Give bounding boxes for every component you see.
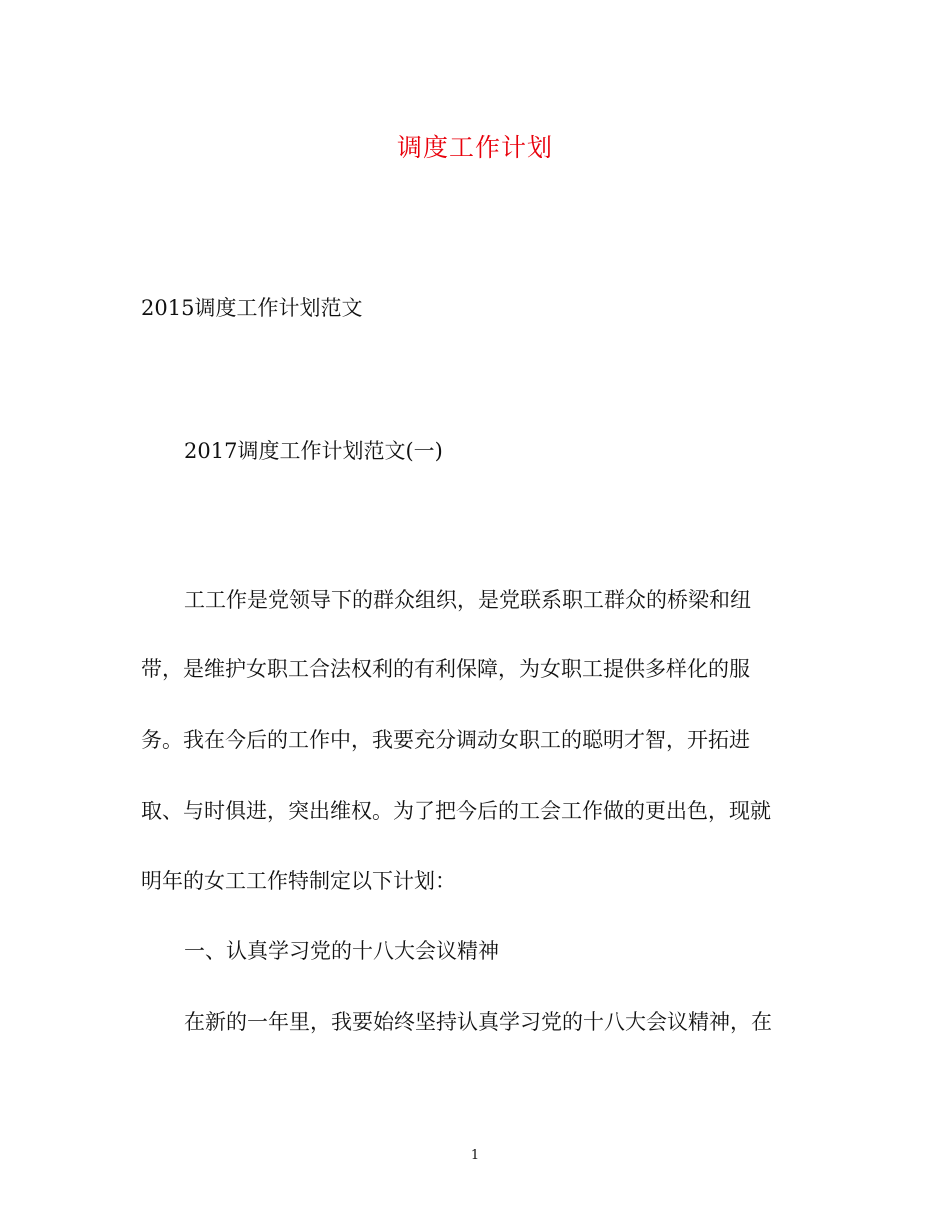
paragraph-1-line-1: 工工作是党领导下的群众组织，是党联系职工群众的桥梁和纽 — [184, 588, 751, 612]
heading-2017: 2017调度工作计划范文(一) — [184, 439, 443, 463]
heading-2015: 2015调度工作计划范文 — [141, 296, 363, 320]
paragraph-2-line-1: 在新的一年里，我要始终坚持认真学习党的十八大会议精神，在 — [184, 1010, 772, 1034]
page-number: 1 — [470, 1148, 480, 1163]
paragraph-1-line-4: 取、与时俱进，突出维权。为了把今后的工会工作做的更出色，现就 — [141, 799, 771, 823]
paragraph-1-line-2: 带，是维护女职工合法权利的有利保障，为女职工提供多样化的服 — [141, 657, 750, 681]
section-1-heading: 一、认真学习党的十八大会议精神 — [184, 939, 499, 963]
document-title: 调度工作计划 — [396, 133, 553, 162]
paragraph-1-line-3: 务。我在今后的工作中，我要充分调动女职工的聪明才智，开拓进 — [141, 728, 750, 752]
paragraph-1-line-5: 明年的女工工作特制定以下计划： — [141, 869, 456, 893]
